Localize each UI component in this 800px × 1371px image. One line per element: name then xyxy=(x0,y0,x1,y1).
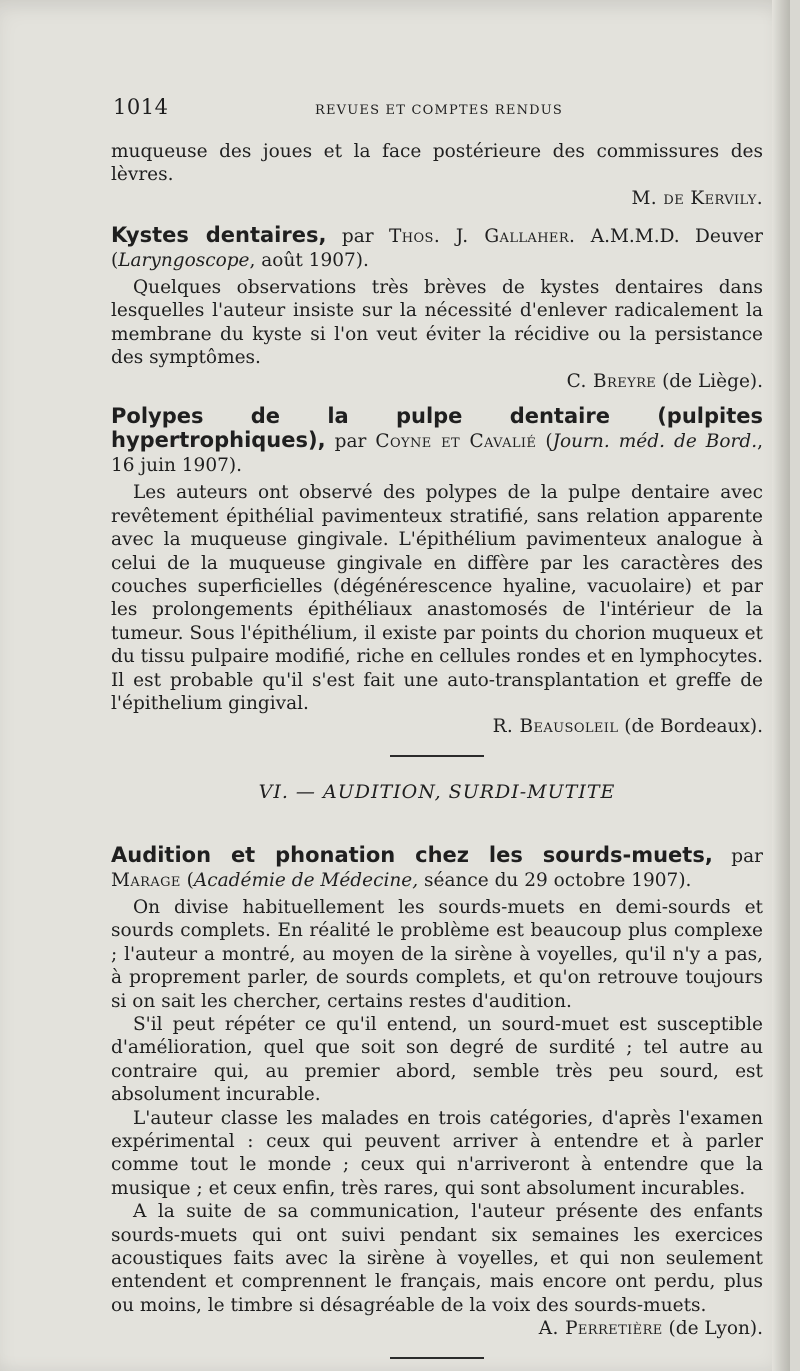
section-divider-top xyxy=(390,755,484,757)
article-kystes-location: A.M.M.D. Deuver xyxy=(590,226,763,248)
article-kystes-title: Kystes dentaires, xyxy=(111,223,327,248)
page-content xyxy=(111,140,763,1359)
article-polypes-signature xyxy=(111,715,763,738)
article-kystes xyxy=(111,224,763,393)
article-polypes-reviewer: R. Beausoleil xyxy=(492,716,619,738)
intro-author: M. de Kervily. xyxy=(631,187,763,209)
page-header xyxy=(113,95,763,125)
section-divider-bottom xyxy=(390,1357,484,1359)
article-polypes-by: par xyxy=(334,431,367,453)
article-polypes xyxy=(111,405,763,739)
article-audition-reviewer: A. Perretière xyxy=(538,1318,663,1340)
article-audition xyxy=(111,844,763,1341)
article-kystes-body: Quelques observations très brèves de kystes dentaires dans lesquelles l'auteur insiste sur la nécessité d'enlever radicalement la membrane du kyste si l'on veut éviter la récidive ou la persistance des symptômes. xyxy=(111,277,763,369)
article-audition-signature xyxy=(111,1317,763,1340)
running-head: REVUES ET COMPTES RENDUS xyxy=(315,103,564,118)
page-number: 1014 xyxy=(113,95,169,119)
article-kystes-reviewer-city: (de Liège). xyxy=(662,370,763,392)
article-polypes-body: Les auteurs ont observé des polypes de la pulpe dentaire avec revêtement épithélial pavimenteux stratifié, sans relation apparente avec la muqueuse gingivale. L'épithélium pavimenteux analogue à celui de la muqueuse gingivale en diffère par les caractères des couches superficielles (dégénérescence hyaline, vacuolaire) et par les prolongements épithéliaux anastomosés de l'intérieur de la tumeur. Sous l'épithélium, il existe par points du chorion muqueux et du tissu pulpaire modifié, riche en cellules rondes et en lymphocytes. Il est probable qu'il s'est fait une auto-transplantation et greffe de l'épithelium gingival. xyxy=(111,482,763,714)
article-kystes-journal: Laryngoscope xyxy=(118,249,250,271)
page-edge-shadow xyxy=(772,0,790,1371)
article-kystes-by: par xyxy=(341,226,374,248)
article-audition-author: Marage xyxy=(111,869,181,891)
article-audition-paragraph: S'il peut répéter ce qu'il entend, un sourd-muet est susceptible d'amélioration, quel que soit son degré de surdité ; tel autre au contraire qui, au premier abord, semble très peu sourd, est absolument incurable. xyxy=(111,1014,763,1106)
article-audition-paragraph: On divise habituellement les sourds-muets en demi-sourds et sourds complets. En réalité le problème est beaucoup plus complexe ; l'auteur a montré, au moyen de la sirène à voyelles, qu'il n'y a pas, à proprement parler, de sourds complets, et qu'on retrouve toujours si on sait les chercher, certains restes d'audition. xyxy=(111,896,763,1012)
article-polypes-date: 16 juin 1907 xyxy=(111,454,229,476)
section-title: VI. — AUDITION, SURDI-MUTITE xyxy=(258,780,616,803)
article-polypes-authors: Coyne et Cavalié xyxy=(375,431,537,453)
article-kystes-signature xyxy=(111,370,763,393)
article-audition-paragraph: L'auteur classe les malades en trois catégories, d'après l'examen expérimental : ceux qui peuvent arriver à entendre et à parler comme tout le monde ; ceux qui n'arriveront à entendre que la musique ; et ceux enfin, très rares, qui sont absolument incurables. xyxy=(111,1107,763,1199)
article-polypes-title: Polypes de la pulpe dentaire (pulpites hypertrophiques), xyxy=(111,404,763,453)
article-polypes-journal: Journ. méd. de Bord. xyxy=(552,431,758,453)
article-kystes-author: Thos. J. Gallaher. xyxy=(388,226,576,248)
article-kystes-date: août 1907 xyxy=(261,249,356,271)
intro-text: muqueuse des joues et la face postérieure des commissures des lèvres. xyxy=(111,141,763,186)
article-audition-by: par xyxy=(731,846,763,868)
article-audition-heading: Audition et phonation chez les sourds-muets, par Marage (Académie de Médecine, séance du 29 octobre 1907). xyxy=(111,843,763,891)
article-audition-journal: Académie de Médecine, xyxy=(193,869,419,891)
article-audition-date: séance du 29 octobre 1907 xyxy=(424,869,679,891)
article-polypes-heading: Polypes de la pulpe dentaire (pulpites hypertrophiques), par Coyne et Cavalié (Journ. méd. de Bord., 16 juin 1907). xyxy=(111,404,763,476)
intro-paragraph xyxy=(111,140,763,210)
article-kystes-reviewer: C. Breyre xyxy=(566,370,657,392)
article-kystes-heading: Kystes dentaires, par Thos. J. Gallaher. A.M.M.D. Deuver (Laryngoscope, août 1907). xyxy=(111,223,763,271)
article-polypes-reviewer-city: (de Bordeaux). xyxy=(624,716,763,738)
article-audition-title: Audition et phonation chez les sourds-muets, xyxy=(111,843,713,868)
article-audition-paragraph: A la suite de sa communication, l'auteur présente des enfants sourds-muets qui ont suivi pendant six semaines les exercices acoustiques faits avec la sirène à voyelles, et qui non seulement entendent et comprennent le français, mais encore ont perdu, plus ou moins, le timbre si désagréable de la voix des sourds-muets. xyxy=(111,1201,763,1316)
article-audition-reviewer-city: (de Lyon). xyxy=(668,1318,763,1340)
